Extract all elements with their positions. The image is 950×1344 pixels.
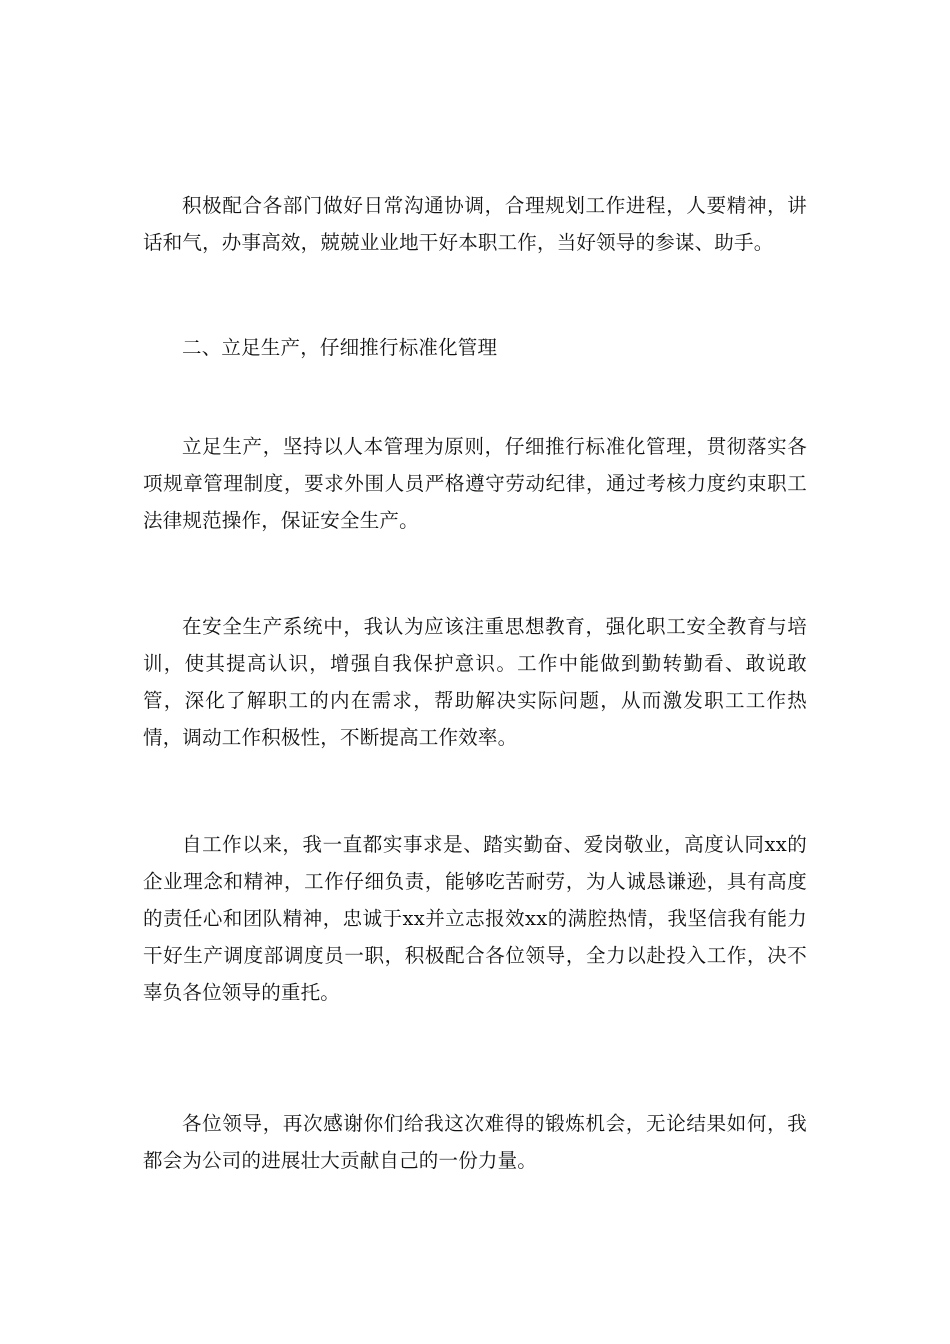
paragraph-self-assessment: 自工作以来，我一直都实事求是、踏实勤奋、爱岗敬业，高度认同xx的企业理念和精神，工作仔细负责，能够吃苦耐劳，为人诚恳谦逊，具有高度的责任心和团队精神，忠诚于xx并立志报效xx的满腔热情，我坚信我有能力干好生产调度部调度员一职，积极配合各位领导，全力以赴投入工作，决不辜负各位领导的重托。 xyxy=(143,833,807,1004)
section-heading-production: 二、立足生产，仔细推行标准化管理 xyxy=(182,336,498,359)
paragraph-coordination: 积极配合各部门做好日常沟通协调，合理规划工作进程，人要精神，讲话和气，办事高效，兢兢业业地干好本职工作，当好领导的参谋、助手。 xyxy=(143,194,807,254)
paragraph-standardization: 立足生产，坚持以人本管理为原则，仔细推行标准化管理，贯彻落实各项规章管理制度，要求外围人员严格遵守劳动纪律，通过考核力度约束职工法律规范操作，保证安全生产。 xyxy=(143,435,807,532)
paragraph-closing-thanks: 各位领导，再次感谢你们给我这次难得的锻炼机会，无论结果如何，我都会为公司的进展壮大贡献自己的一份力量。 xyxy=(143,1112,807,1172)
paragraph-safety-education: 在安全生产系统中，我认为应该注重思想教育，强化职工安全教育与培训，使其提高认识，增强自我保护意识。工作中能做到勤转勤看、敢说敢管，深化了解职工的内在需求，帮助解决实际问题，从而激发职工工作热情，调动工作积极性，不断提高工作效率。 xyxy=(143,615,807,749)
